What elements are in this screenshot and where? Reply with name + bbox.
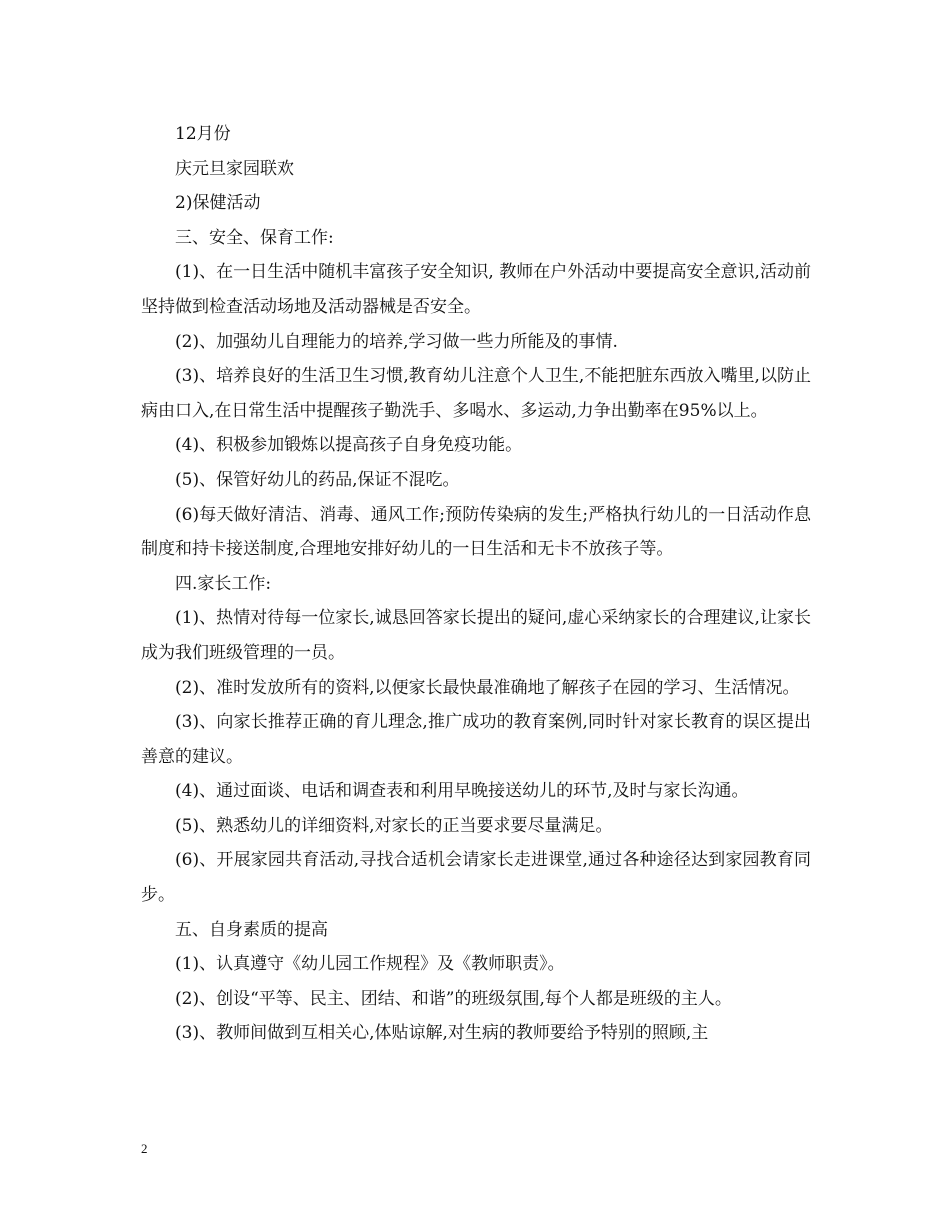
- paragraph: (2)、创设“平等、民主、团结、和谐”的班级氛围,每个人都是班级的主人。: [175, 988, 732, 1009]
- paragraph: (5)、熟悉幼儿的详细资料,对家长的正当要求要尽量满足。: [175, 815, 613, 836]
- paragraph: (1)、热情对待每一位家长,诚恳回答家长提出的疑问,虚心采纳家长的合理建议,让家长成为我们班级管理的一员。: [141, 608, 811, 663]
- paragraph: (4)、积极参加锻炼以提高孩子自身免疫功能。: [175, 435, 523, 456]
- paragraph: (6)、开展家园共育活动,寻找合适机会请家长走进课堂,通过各种途径达到家园教育同步。: [141, 850, 811, 906]
- paragraph: (3)、向家长推荐正确的育儿理念,推广成功的教育案例,同时针对家长教育的误区提出善意的建议。: [141, 712, 811, 767]
- document-body: [141, 117, 811, 1051]
- paragraph: 12月份: [175, 124, 231, 144]
- paragraph: (2)、加强幼儿自理能力的培养,学习做一些力所能及的事情.: [175, 331, 618, 352]
- paragraph: (2)、准时发放所有的资料,以便家长最快最准确地了解孩子在园的学习、生活情况。: [175, 677, 800, 698]
- paragraph: (4)、通过面谈、电话和调查表和利用早晚接送幼儿的环节,及时与家长沟通。: [175, 781, 749, 802]
- paragraph: (5)、保管好幼儿的药品,保证不混吃。: [175, 469, 460, 490]
- paragraph: (1)、认真遵守《幼儿园工作规程》及《教师职责》。: [175, 954, 565, 975]
- paragraph: 2)保健活动: [175, 193, 261, 214]
- paragraph: (3)、教师间做到互相关心,体贴谅解,对生病的教师要给予特别的照顾,主: [175, 1023, 709, 1044]
- page-number: 2: [141, 1141, 148, 1156]
- paragraph: (1)、在一日生活中随机丰富孩子安全知识, 教师在户外活动中要提高安全意识,活动前坚持做到检查活动场地及活动器械是否安全。: [141, 262, 811, 317]
- section-heading: 四.家长工作:: [175, 573, 272, 594]
- paragraph: (6)每天做好清洁、消毒、通风工作;预防传染病的发生;严格执行幼儿的一日活动作息制度和持卡接送制度,合理地安排好幼儿的一日生活和无卡不放孩子等。: [141, 504, 811, 560]
- paragraph: (3)、培养良好的生活卫生习惯,教育幼儿注意个人卫生,不能把脏东西放入嘴里,以防止病由口入,在日常生活中提醒孩子勤洗手、多喝水、多运动,力争出勤率在95%以上。: [141, 366, 811, 421]
- section-heading: 三、安全、保育工作:: [175, 227, 334, 248]
- section-heading: 五、自身素质的提高: [175, 919, 328, 940]
- paragraph: 庆元旦家园联欢: [175, 158, 294, 179]
